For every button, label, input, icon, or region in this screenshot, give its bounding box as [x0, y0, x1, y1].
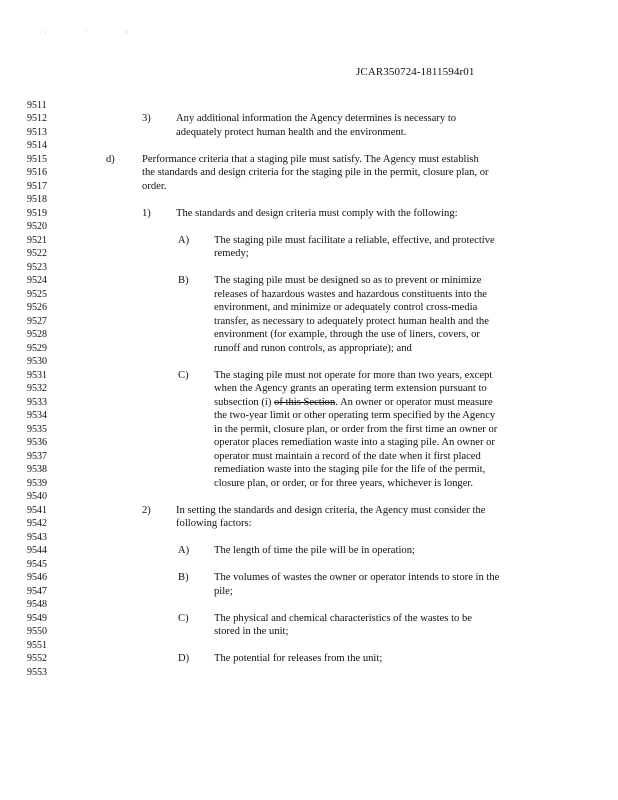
line-number: 9526 [27, 302, 47, 313]
paragraph-line: remediation waste into the staging pile for the life of the permit, [214, 464, 486, 475]
line-number: 9518 [27, 194, 47, 205]
line-number: 9550 [27, 626, 47, 637]
paragraph-line: the two-year limit or other operating term specified by the Agency [214, 410, 496, 421]
line-number: 9543 [27, 531, 47, 543]
paragraph-line: in the permit, closure plan, or order from the first time an owner or [214, 423, 498, 435]
line-number: 9548 [27, 599, 47, 610]
line-number: 9520 [27, 221, 47, 232]
line-number: 9533 [27, 396, 47, 408]
line-number: 9551 [27, 639, 47, 651]
line-number: 9522 [27, 248, 47, 259]
struck-text: of this Section [274, 396, 336, 408]
text-span: subsection (i) [214, 396, 275, 408]
line-number: 9540 [27, 491, 47, 502]
line-number: 9552 [27, 653, 47, 664]
paragraph-line: transfer, as necessary to adequately protect human health and the [214, 315, 489, 327]
text-span: . An owner or operator must measure [335, 396, 493, 408]
line-number: 9521 [27, 234, 47, 246]
item-label: A) [178, 545, 190, 556]
paragraph-line: The volumes of wastes the owner or operator intends to store in the [214, 572, 500, 583]
line-number: 9527 [27, 315, 47, 327]
line-number: 9536 [27, 437, 47, 448]
paragraph-line: Any additional information the Agency determines is necessary to [176, 113, 457, 124]
line-number: 9512 [27, 113, 47, 124]
paragraph-line [214, 396, 493, 410]
paragraph-line: following factors: [176, 518, 252, 529]
paragraph-line: The staging pile must be designed so as to prevent or minimize [214, 275, 482, 286]
line-number: 9519 [27, 207, 47, 219]
paragraph-line: The staging pile must facilitate a reliable, effective, and protective [214, 234, 495, 246]
document-id: JCAR350724-1811594r01 [356, 66, 475, 78]
paragraph-line: The length of time the pile will be in operation; [214, 545, 415, 556]
paragraph-line: Performance criteria that a staging pile must satisfy. The Agency must establish [142, 153, 479, 165]
section-label: d) [106, 153, 115, 165]
paragraph-line: The staging pile must not operate for more than two years, except [214, 369, 493, 381]
line-number: 9537 [27, 450, 47, 462]
line-number: 9514 [27, 140, 47, 151]
paragraph-line: pile; [214, 585, 233, 597]
line-number: 9538 [27, 464, 47, 475]
paragraph-line: operator must maintain a record of the date when it first placed [214, 450, 481, 462]
paragraph-line: The standards and design criteria must comply with the following: [176, 207, 458, 219]
line-number: 9541 [27, 504, 47, 516]
item-label: C) [178, 369, 189, 381]
line-number: 9544 [27, 545, 47, 556]
line-number: 9542 [27, 518, 47, 529]
line-number: 9549 [27, 612, 47, 624]
item-label: C) [178, 612, 189, 624]
paragraph-line: environment (for example, through the use of liners, covers, or [214, 329, 480, 340]
line-number: 9516 [27, 167, 47, 178]
line-number: 9511 [27, 99, 47, 111]
line-number: 9515 [27, 153, 47, 165]
paragraph-line: the standards and design criteria for the staging pile in the permit, closure plan, or [142, 167, 489, 178]
line-number: 9546 [27, 572, 47, 583]
paragraph-line: when the Agency grants an operating term extension pursuant to [214, 383, 487, 394]
paragraph-line: The potential for releases from the unit; [214, 653, 383, 664]
paragraph-line: The physical and chemical characteristics of the wastes to be [214, 612, 472, 624]
line-number: 9535 [27, 423, 47, 435]
item-label: A) [178, 234, 190, 246]
item-label: 1) [142, 207, 151, 219]
line-number: 9553 [27, 666, 47, 678]
line-number: 9531 [27, 369, 47, 381]
line-number: 9523 [27, 261, 47, 273]
line-number: 9525 [27, 288, 47, 300]
paragraph-line: adequately protect human health and the environment. [176, 126, 407, 138]
paragraph-line: operator places remediation waste into a staging pile. An owner or [214, 437, 495, 448]
line-number: 9517 [27, 180, 47, 192]
paragraph-line: stored in the unit; [214, 626, 289, 637]
paragraph-line: runoff and runon controls, as appropriate); and [214, 342, 412, 354]
line-number: 9528 [27, 329, 47, 340]
line-number: 9530 [27, 356, 47, 367]
line-number: 9534 [27, 410, 47, 421]
line-number: 9545 [27, 558, 47, 570]
line-number: 9539 [27, 477, 47, 489]
paragraph-line: environment, and minimize or adequately control cross-media [214, 302, 478, 313]
paragraph-line: In setting the standards and design criteria, the Agency must consider the [176, 504, 486, 516]
scan-artifact-marks: · ˙ · [44, 28, 146, 37]
item-label: B) [178, 275, 189, 286]
line-number: 9532 [27, 383, 47, 394]
paragraph-line: remedy; [214, 248, 249, 259]
paragraph-line: order. [142, 180, 167, 192]
line-number: 9513 [27, 126, 47, 138]
line-number: 9547 [27, 585, 47, 597]
paragraph-line: closure plan, or order, or for three years, whichever is longer. [214, 477, 474, 489]
line-number: 9524 [27, 275, 47, 286]
item-label: 2) [142, 504, 151, 516]
item-label: B) [178, 572, 189, 583]
paragraph-line: releases of hazardous wastes and hazardous constituents into the [214, 288, 487, 300]
line-number: 9529 [27, 342, 47, 354]
item-label: 3) [142, 113, 151, 124]
item-label: D) [178, 653, 190, 664]
